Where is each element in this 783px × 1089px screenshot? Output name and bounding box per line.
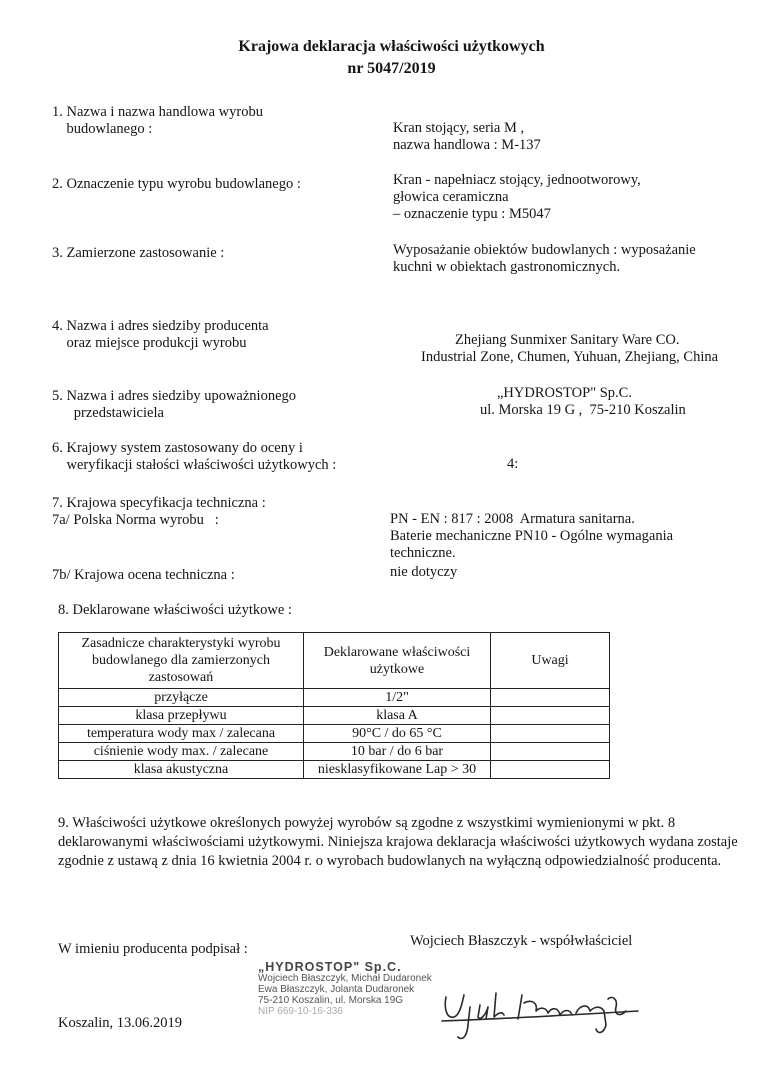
- item-1-value: Kran stojący, seria M , nazwa handlowa : M-137: [393, 120, 541, 153]
- place-and-date: Koszalin, 13.06.2019: [58, 1015, 183, 1031]
- col-header-notes: Uwagi: [491, 633, 610, 689]
- stamp-address: 75-210 Koszalin, ul. Morska 19G: [258, 995, 404, 1006]
- item-6-value: 4:: [507, 456, 519, 472]
- item-7-label: 7. Krajowa specyfikacja techniczna : 7a/ Polska Norma wyrobu :: [52, 495, 266, 528]
- table-cell: przyłącze: [59, 689, 304, 707]
- col-header-declared: Deklarowane właściwości użytkowe: [304, 633, 491, 689]
- table-cell: 10 bar / do 6 bar: [304, 743, 491, 761]
- item-6-label: 6. Krajowy system zastosowany do oceny i weryfikacji stałości właściwości użytkowych :: [52, 440, 337, 473]
- item-1-label: 1. Nazwa i nazwa handlowa wyrobu budowlanego :: [52, 104, 263, 137]
- item-5-label: 5. Nazwa i adres siedziby upoważnionego przedstawiciela: [52, 388, 297, 421]
- signed-by-label: W imieniu producenta podpisał :: [58, 941, 248, 957]
- item-3-label: 3. Zamierzone zastosowanie :: [52, 245, 225, 261]
- stamp-owners-1: Wojciech Błaszczyk, Michał Dudaronek: [258, 973, 432, 984]
- item-7b-label: 7b/ Krajowa ocena techniczna :: [52, 567, 235, 583]
- table-row: [59, 761, 610, 779]
- stamp-company: „HYDROSTOP" Sp.C.: [258, 960, 402, 974]
- table-cell: 1/2": [304, 689, 491, 707]
- item-5-value-address: ul. Morska 19 G , 75-210 Koszalin: [480, 402, 686, 418]
- item-2-label: 2. Oznaczenie typu wyrobu budowlanego :: [52, 176, 301, 192]
- document-number: nr 5047/2019: [347, 60, 436, 77]
- handwritten-signature: [440, 985, 640, 1045]
- stamp-nip: NIP 669-10-16-336: [258, 1006, 343, 1017]
- table-cell: [491, 725, 610, 743]
- table-cell: 90°C / do 65 °C: [304, 725, 491, 743]
- table-cell: niesklasyfikowane Lap > 30: [304, 761, 491, 779]
- item-8-label: 8. Deklarowane właściwości użytkowe :: [58, 602, 292, 618]
- item-2-value: Kran - napełniacz stojący, jednootworowy, głowica ceramiczna – oznaczenie typu : M5047: [393, 172, 641, 222]
- signer-name: Wojciech Błaszczyk - współwłaściciel: [410, 933, 633, 949]
- item-7a-value: PN - EN : 817 : 2008 Armatura sanitarna. Baterie mechaniczne PN10 - Ogólne wymagania techniczne.: [390, 511, 674, 561]
- table-cell: ciśnienie wody max. / zalecane: [59, 743, 304, 761]
- table-cell: [491, 689, 610, 707]
- table-row: [59, 707, 610, 725]
- item-5-value-name: „HYDROSTOP" Sp.C.: [497, 385, 632, 401]
- table-cell: [491, 761, 610, 779]
- table-cell: temperatura wody max / zalecana: [59, 725, 304, 743]
- table-row: [59, 689, 610, 707]
- item-7b-value: nie dotyczy: [390, 564, 458, 580]
- item-3-value: Wyposażanie obiektów budowlanych : wyposażanie kuchni w obiektach gastronomicznych.: [393, 242, 696, 275]
- table-cell: klasa A: [304, 707, 491, 725]
- document-title: Krajowa deklaracja właściwości użytkowych: [238, 38, 545, 55]
- table-cell: klasa przepływu: [59, 707, 304, 725]
- company-stamp: [258, 962, 438, 1017]
- properties-table: [58, 632, 610, 779]
- table-row: [59, 725, 610, 743]
- item-4-value-address: Industrial Zone, Chumen, Yuhuan, Zhejiang, China: [421, 349, 719, 365]
- item-4-value-name: Zhejiang Sunmixer Sanitary Ware CO.: [455, 332, 680, 348]
- table-cell: [491, 707, 610, 725]
- section-9-text: 9. Właściwości użytkowe określonych powyżej wyrobów są zgodne z wszystkimi wymienionymi w pkt. 8 deklarowanymi właściwościami użytkowymi. Niniejsza krajowa deklaracja właściwości użytkowych wydana zostaje zgodnie z ustawą z dnia 16 kwietnia 2004 r. o wyrobach budowlanych na wyłączną odpowiedzialność producenta.: [58, 815, 738, 869]
- table-cell: klasa akustyczna: [59, 761, 304, 779]
- stamp-owners-2: Ewa Błaszczyk, Jolanta Dudaronek: [258, 984, 415, 995]
- col-header-characteristics: Zasadnicze charakterystyki wyrobu budowlanego dla zamierzonych zastosowań: [59, 633, 304, 689]
- table-header-row: [59, 633, 610, 689]
- table-row: [59, 743, 610, 761]
- item-4-label: 4. Nazwa i adres siedziby producenta oraz miejsce produkcji wyrobu: [52, 318, 269, 351]
- table-cell: [491, 743, 610, 761]
